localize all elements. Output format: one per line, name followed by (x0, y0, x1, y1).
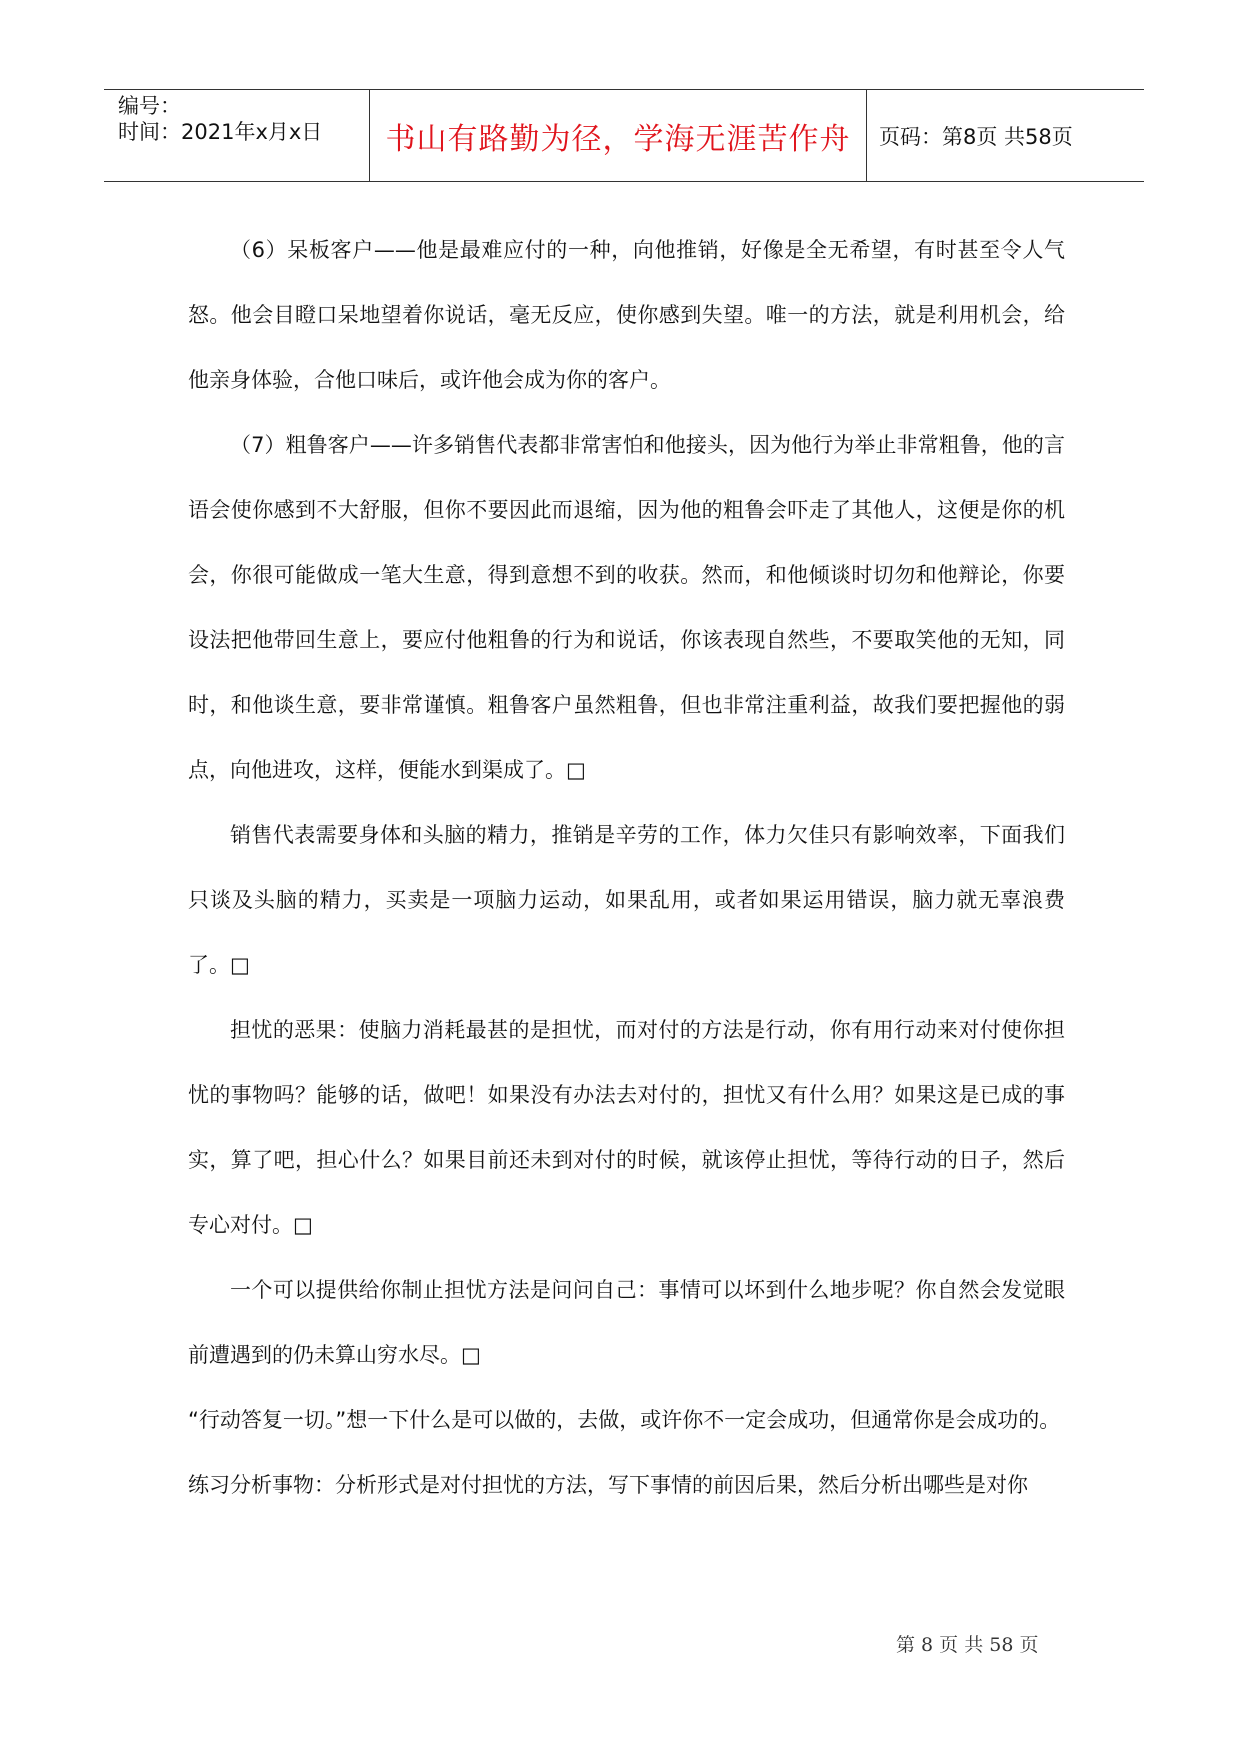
header-motto: 书山有路勤为径，学海无涯苦作舟 (385, 121, 851, 157)
header-motto-cell (370, 90, 867, 181)
paragraph-worry-consequences: 担忧的恶果：使脑力消耗最甚的是担忧，而对付的方法是行动，你有用行动来对付使你担忧的事物吗？能够的话，做吧！如果没有办法去对付的，担忧又有什么用？如果这是已成的事实，算了吧，担心什么？如果目前还未到对付的时候，就该停止担忧，等待行动的日子，然后专心对付。□ (188, 1018, 1065, 1237)
page-footer: 第 8 页 共 58 页 (896, 1634, 1039, 1656)
paragraph-stop-worry: 一个可以提供给你制止担忧方法是问问自己：事情可以坏到什么地步呢？你自然会发觉眼前遭遇到的仍未算山穷水尽。□ (188, 1278, 1065, 1367)
header-page-cell (867, 90, 1144, 181)
document-header (104, 89, 1144, 182)
paragraph-analyze-things: 练习分析事物：分析形式是对付担忧的方法，写下事情的前因后果，然后分析出哪些是对你 (188, 1473, 1028, 1497)
time-label: 时间：2021年x月x日 (118, 120, 323, 144)
header-page-code: 页码：第8页 共58页 (879, 124, 1073, 149)
paragraph-dull-customer: （6）呆板客户——他是最难应付的一种，向他推销，好像是全无希望，有时甚至令人气怒。他会目瞪口呆地望着你说话，毫无反应，使你感到失望。唯一的方法，就是利用机会，给他亲身体验，合他口味后，或许他会成为你的客户。 (188, 238, 1065, 392)
document-body (188, 218, 1065, 1518)
header-meta-cell (104, 90, 370, 181)
paragraph-action-answers: “行动答复一切。”想一下什么是可以做的，去做，或许你不一定会成功，但通常你是会成功的。 (188, 1408, 1061, 1432)
paragraph-mental-energy: 销售代表需要身体和头脑的精力，推销是辛劳的工作，体力欠佳只有影响效率，下面我们只谈及头脑的精力，买卖是一项脑力运动，如果乱用，或者如果运用错误，脑力就无辜浪费了。□ (188, 823, 1065, 977)
serial-number-label: 编号： (118, 94, 181, 118)
paragraph-rude-customer: （7）粗鲁客户——许多销售代表都非常害怕和他接头，因为他行为举止非常粗鲁，他的言语会使你感到不大舒服，但你不要因此而退缩，因为他的粗鲁会吓走了其他人，这便是你的机会，你很可能做成一笔大生意，得到意想不到的收获。然而，和他倾谈时切勿和他辩论，你要设法把他带回生意上，要应付他粗鲁的行为和说话，你该表现自然些，不要取笑他的无知，同时，和他谈生意，要非常谨慎。粗鲁客户虽然粗鲁，但也非常注重利益，故我们要把握他的弱点，向他进攻，这样，便能水到渠成了。□ (188, 433, 1065, 782)
